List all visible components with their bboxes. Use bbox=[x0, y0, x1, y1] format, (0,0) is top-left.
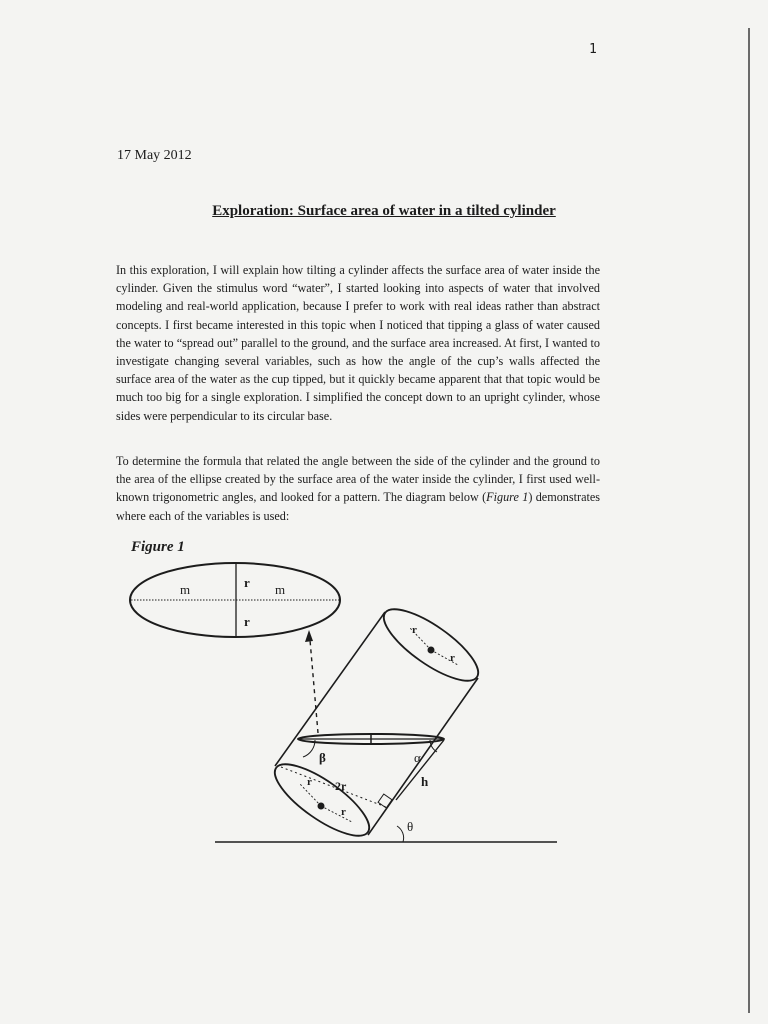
cylinder-right-side bbox=[368, 678, 478, 835]
figure-reference: Figure 1 bbox=[486, 490, 529, 505]
document-title: Exploration: Surface area of water in a tilted cylinder bbox=[212, 203, 556, 219]
method-text-2: ) demonstrates where each of the variables is used: bbox=[116, 490, 601, 523]
label-2r: 2r bbox=[335, 779, 347, 793]
right-angle-marker bbox=[378, 794, 392, 808]
cylinder-top-cap bbox=[374, 597, 488, 692]
document-date: 17 May 2012 bbox=[117, 148, 192, 163]
theta-arc bbox=[397, 826, 404, 842]
label-r-bottom-cap-a: r bbox=[307, 776, 312, 788]
bottom-cap-center-dot bbox=[318, 803, 325, 810]
label-r-bottom-cap-b: r bbox=[341, 806, 346, 818]
top-cap-center-dot bbox=[428, 647, 435, 654]
diameter-line bbox=[281, 767, 386, 807]
label-h: h bbox=[421, 774, 429, 789]
height-line bbox=[396, 740, 444, 800]
label-m-right: m bbox=[275, 582, 286, 597]
ellipse-diagram bbox=[130, 563, 340, 637]
bottom-cap-radius-b bbox=[321, 806, 352, 822]
label-r-top: r bbox=[244, 575, 250, 590]
tilted-cylinder bbox=[265, 597, 488, 847]
page-number: 1 bbox=[589, 42, 597, 57]
label-beta: β bbox=[319, 750, 326, 765]
label-r-top-cap-a: r bbox=[412, 624, 417, 636]
projection-arrow bbox=[305, 630, 318, 733]
figure-caption: Figure 1 bbox=[131, 539, 185, 555]
arrow-head-icon bbox=[305, 630, 313, 642]
label-r-bottom: r bbox=[244, 614, 250, 629]
method-text-1: To determine the formula that related the angle between the side of the cylinder and the ground to the area of the ellipse created by the surface area of the water inside the cylinder, I first used well-known trigonometric angles, and looked for a pattern. The diagram below ( bbox=[116, 454, 600, 505]
intro-paragraph: In this exploration, I will explain how tilting a cylinder affects the surface area of water inside the cylinder. Given the stimulus word “water”, I started looking into aspects of water that involved modeling and real-world application, because I prefer to work with real ideas rather than abstract concepts. I first became interested in this topic when I noticed that tipping a glass of water caused the water to “spread out” parallel to the ground, and the surface area increased. At first, I wanted to investigate changing several variables, such as how the angle of the cup’s walls affected the surface area of the water as the cup tipped, but it quickly became apparent that that topic would be much too big for a single exploration. I simplified the concept down to an upright cylinder, whose sides were perpendicular to its circular base. bbox=[116, 263, 600, 423]
cylinder-bottom-cap bbox=[265, 752, 379, 847]
label-alpha: α bbox=[414, 750, 421, 765]
label-m-left: m bbox=[180, 582, 191, 597]
label-r-top-cap-b: r bbox=[450, 652, 455, 664]
label-theta: θ bbox=[407, 819, 414, 834]
